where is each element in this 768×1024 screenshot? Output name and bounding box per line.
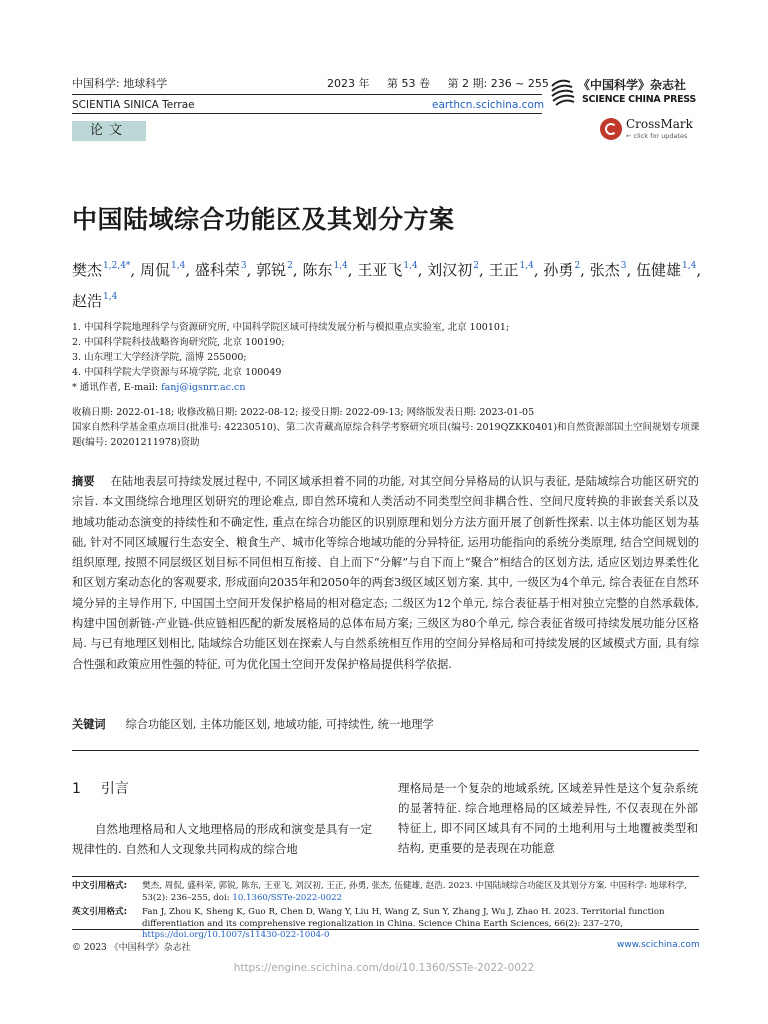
footer-doi-url[interactable]: https://engine.scichina.com/doi/10.1360/SSTe-2022-0022	[233, 962, 535, 974]
author-name: 郭锐	[256, 261, 287, 279]
author	[256, 261, 293, 279]
citation-cn-label: 中文引用格式:	[72, 881, 127, 891]
issue-volume: 第 53 卷	[387, 77, 430, 90]
author	[489, 261, 534, 279]
author	[195, 261, 247, 279]
author	[543, 261, 580, 279]
crossmark-label: CrossMark	[626, 117, 693, 131]
affiliations	[72, 320, 509, 395]
header-rule-bottom	[72, 113, 542, 114]
affiliation-4: 4. 中国科学院大学资源与环境学院, 北京 100049	[72, 367, 282, 378]
author	[357, 261, 417, 279]
author-affiliation-mark: 1,4	[103, 292, 118, 302]
author	[636, 261, 696, 279]
keywords-rule	[72, 750, 699, 751]
author	[302, 261, 347, 279]
article-title: 中国陆域综合功能区及其划分方案	[72, 205, 455, 234]
abstract-text: 在陆地表层可持续发展过程中, 不同区域承担着不同的功能, 对其空间分异格局的认识与表征, 是陆域综合功能区研究的宗旨. 本文围绕综合地理区划研究的理论难点, 即自然环境和人类活动不同类型空间非耦合性、空间尺度转换的非嵌套关系以及地域功能动态演变的持续性和不确定性, 重点在综合功能区的识别原理和划分方法方面开展了创新性探索. 以主体功能区划为基础, 针对不同区域履行生态安全、粮食生产、城市化等综合地域功能的分异特征, 运用功能指向的系统分类原理, 结合空间规划的组织原理, 按照不同层级区划目标不同但相互衔接、自上而下“分解”与自下而上“聚合”相结合的区划方法, 适应区划边界柔性化和区划方案动态化的客观要求, 形成面向2035年和2050年的两套3级区域区划方案. 其中, 一级区为4个单元, 综合表征在自然环境分异的主导作用下, 中国国土空间开发保护格局的相对稳定态; 二级区为12个单元, 综合表征基于相对独立完整的自然承载体, 构建中国创新链-产业链-供应链相匹配的新发展格局的总体布局方案; 三级区为80个单元, 综合表征省级可持续发展功能分区格局. 与已有地理区划相比, 陆域综合功能区划在探索人与自然系统相互作用的空间分异格局和可持续发展的区域模式方面, 具有综合性强和政策应用性强的特征, 可为优化国土空间开发保护格局提供科学依据.	[72, 475, 699, 671]
author-affiliation-mark: 1,4	[682, 261, 697, 271]
funding-info: 国家自然科学基金重点项目(批准号: 42230510)、第二次青藏高原综合科学考察研究项目(编号: 2019QZKK0401)和自然资源部国土空间规划专项课题(编号: 20201211978)资助	[72, 422, 700, 448]
journal-url-link[interactable]: earthcn.scichina.com	[432, 99, 545, 111]
author-name: 刘汉初	[427, 261, 473, 279]
journal-name-cn: 中国科学: 地球科学	[72, 77, 168, 90]
keywords-text: 综合功能区划, 主体功能区划, 地域功能, 可持续性, 统一地理学	[125, 718, 434, 731]
author-name: 盛科荣	[194, 261, 240, 279]
affiliation-3: 3. 山东理工大学经济学院, 淄博 255000;	[72, 352, 247, 363]
body-column-right: 理格局是一个复杂的地域系统, 区域差异性是这个复杂系统的显著特征. 综合地理格局的区域差异性, 不仅表现在外部特征上, 即不同区域具有不同的土地利用与土地覆被类型和结构, 更重要的是表现在功能意	[398, 781, 698, 855]
citation-en-doi-link[interactable]: https://doi.org/10.1007/s11430-022-1004-0	[142, 930, 330, 940]
article-type-badge: 论文	[72, 121, 146, 141]
author-name: 陈东	[302, 261, 333, 279]
abstract-label: 摘要	[72, 475, 95, 488]
section-title: 引言	[100, 781, 129, 797]
author-affiliation-mark: 2	[574, 261, 581, 271]
author-name: 伍健雄	[636, 261, 682, 279]
author-list: 樊杰$^{1,2,4*}$, 周侃$^{1,4}$, 盛科荣$^3$, 郭锐$^2$, 陈东$^{1,4}$, 王亚飞$^{1,4}$, 刘汉初$^2$, 王正$^{1,4}$, 孙勇$^2$, 张杰$^3$, 伍健雄$^{1,4}$, 赵浩$^{1,4}$	[72, 261, 702, 310]
corresponding-prefix: * 通讯作者, E-mail:	[72, 382, 162, 393]
author-affiliation-mark: 2	[287, 261, 293, 271]
citation-box	[72, 881, 699, 945]
author-affiliation-mark: 1,4	[519, 261, 534, 271]
corresponding-email-link[interactable]: fanj@igsnrr.ac.cn	[161, 382, 246, 393]
citation-cn-doi-link[interactable]: 10.1360/SSTe-2022-0022	[232, 892, 343, 903]
author-name: 王亚飞	[357, 261, 403, 279]
author	[72, 292, 117, 310]
crossmark-icon	[600, 118, 622, 140]
author-affiliation-mark: 3	[620, 261, 627, 271]
author-name: 樊杰	[72, 261, 103, 279]
science-china-press-logo-icon	[548, 74, 582, 108]
received-dates: 收稿日期: 2022-01-18; 收修改稿日期: 2022-08-12; 接受日期: 2022-09-13; 网络版发表日期: 2023-01-05	[72, 407, 535, 418]
footer-copyright: © 2023 《中国科学》杂志社	[72, 943, 191, 953]
citation-rule-bottom	[72, 929, 699, 930]
abstract	[72, 472, 699, 675]
author-name: 王正	[488, 261, 519, 279]
crossmark-sublabel: ← click for updates	[626, 132, 688, 140]
author	[427, 261, 479, 279]
affiliation-2: 2. 中国科学院科技战略咨询研究院, 北京 100190;	[72, 337, 285, 348]
citation-cn	[72, 881, 699, 904]
author-affiliation-mark: 2	[473, 261, 479, 271]
author-name: 周侃	[139, 261, 170, 279]
section-number: 1	[72, 781, 81, 797]
citation-cn-text: 樊杰, 周侃, 盛科荣, 郭锐, 陈东, 王亚飞, 刘汉初, 王正, 孙勇, 张杰, 伍健雄, 赵浩. 2023. 中国陆域综合功能区及其划分方案. 中国科学: 地球科学, 53(2): 236–255, doi:	[142, 881, 688, 903]
publisher-logo	[548, 72, 696, 112]
crossmark-button[interactable]	[600, 117, 700, 143]
citation-en	[72, 907, 699, 942]
citation-en-text: Fan J, Zhou K, Sheng K, Guo R, Chen D, Wang Y, Liu H, Wang Z, Sun Y, Zhang J, Wu J, Zhao H. 2023. Territorial function differentiation and its comprehensive regionalization in China. Science China Earth Sciences, 66(2): 237–270,	[142, 907, 665, 929]
author	[72, 261, 130, 279]
author	[140, 261, 185, 279]
publisher-name-cn: 《中国科学》杂志社	[578, 78, 687, 92]
section-heading	[72, 778, 129, 798]
issue-year: 2023 年	[327, 77, 370, 90]
author-name: 张杰	[589, 261, 620, 279]
publisher-name-en: SCIENCE CHINA PRESS	[582, 94, 696, 105]
author	[590, 261, 627, 279]
citation-en-label: 英文引用格式:	[72, 907, 127, 917]
author-affiliation-mark: 3	[240, 261, 247, 271]
journal-name-en: SCIENTIA SINICA Terrae	[72, 99, 195, 111]
issue-pages: 第 2 期: 236 ~ 255	[447, 77, 549, 90]
author-name: 赵浩	[72, 292, 103, 310]
affiliation-1: 1. 中国科学院地理科学与资源研究所, 中国科学院区域可持续发展分析与模拟重点实验室, 北京 100101;	[72, 322, 510, 333]
body-column-left: 自然地理格局和人文地理格局的形成和演变是具有一定规律性的. 自然和人文现象共同构成的综合地	[72, 822, 372, 856]
issue-info	[327, 75, 549, 91]
author-affiliation-mark: 1,4	[403, 261, 418, 271]
keywords-label: 关键词	[72, 718, 106, 731]
author-name: 孙勇	[543, 261, 574, 279]
dates-funding	[72, 405, 702, 450]
corresponding-author	[72, 380, 509, 395]
footer-site-link[interactable]: www.scichina.com	[617, 940, 700, 950]
author-affiliation-mark: 1,2,4*	[103, 261, 131, 271]
keywords	[72, 716, 434, 732]
author-affiliation-mark: 1,4	[170, 261, 186, 271]
citation-rule-top	[72, 876, 699, 877]
header-rule-top	[72, 94, 542, 95]
author-affiliation-mark: 1,4	[333, 261, 348, 271]
